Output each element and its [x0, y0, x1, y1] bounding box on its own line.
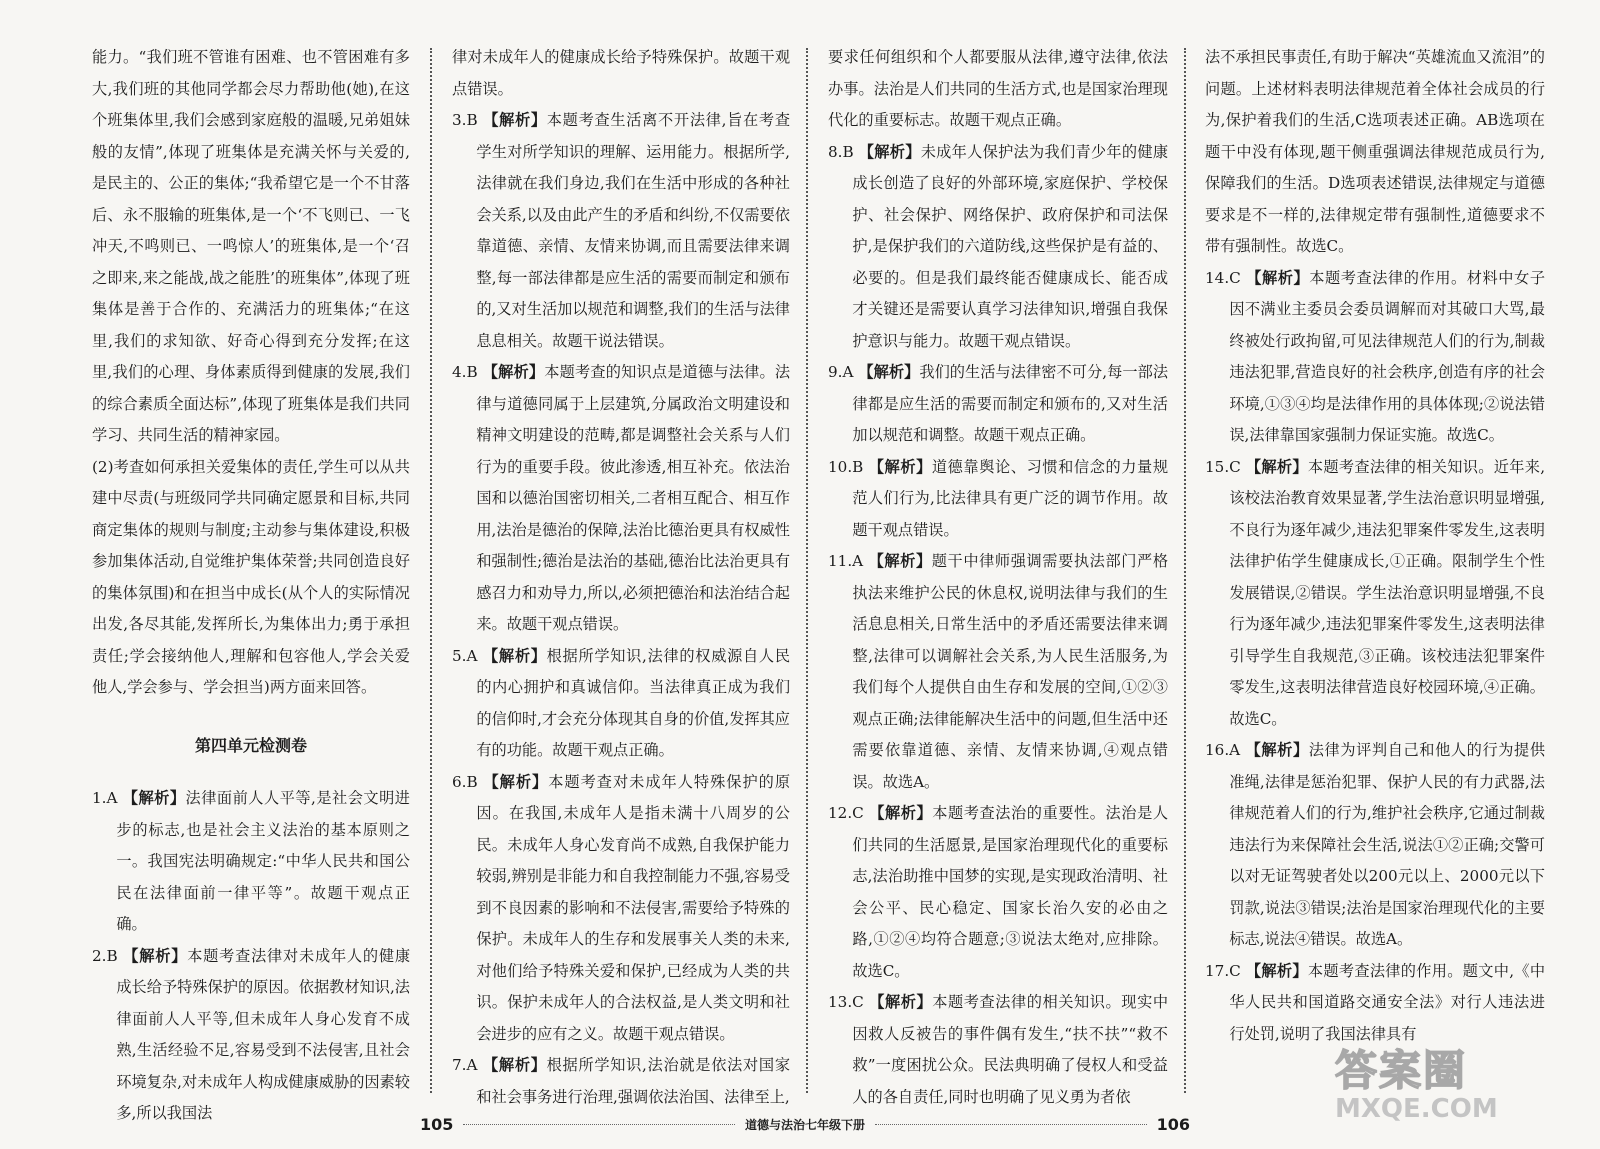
answer-item: [1205, 452, 1545, 736]
answer-item: [92, 783, 410, 941]
footer-dotted-rule: [463, 1124, 735, 1125]
answer-text: 本题考查法律对未成年人的健康成长给予特殊保护的原因。依据教材知识,法律面前人人平等,但未成年人身心发育不成熟,生活经验不足,容易受到不法侵害,且社会环境复杂,对未成年人构成健康威胁的因素较多,所以我国法: [116, 946, 411, 1122]
answer-number: 2.B: [92, 946, 118, 965]
answer-item: [828, 798, 1168, 987]
column-2: [452, 42, 790, 1113]
analysis-tag: 【解析】: [868, 552, 932, 570]
analysis-tag: 【解析】: [868, 457, 932, 476]
paragraph: 要求任何组织和个人都要服从法律,遵守法律,依法办事。法治是人们共同的生活方式,也是国家治理现代化的重要标志。故题干观点正确。: [828, 48, 1168, 129]
analysis-tag: 【解析】: [1245, 961, 1308, 980]
column-divider: [806, 48, 808, 1093]
paragraph: 律对未成年人的健康成长给予特殊保护。故题干观点错误。: [452, 48, 790, 98]
answer-text: 未成年人保护法为我们青少年的健康成长创造了良好的外部环境,家庭保护、学校保护、社会保护、网络保护、政府保护和司法保护,是保护我们的六道防线,这些保护是有益的、必要的。但是我们最终能否健康成长、能否成才关键还是需要认真学习法律知识,增强自我保护意识与能力。故题干观点错误。: [852, 142, 1169, 350]
answer-item: [452, 105, 790, 357]
paragraph: (2)考查如何承担关爱集体的责任,学生可以从共建中尽责(与班级同学共同确定愿景和目标,共同商定集体的规则与制度;主动参与集体建设,积极参加集体活动,自觉维护集体荣誉;共同创造良好的集体氛围)和在担当中成长(从个人的实际情况出发,各尽其能,发挥所长,为集体出力;勇于承担责任;学会接纳他人,理解和包容他人,学会关爱他人,学会参与、学会担当)两方面来回答。: [92, 457, 410, 696]
answer-number: 8.B: [828, 142, 854, 161]
answer-text: 题干中律师强调需要执法部门严格执法来维护公民的休息权,说明法律与我们的生活息息相关,日常生活中的矛盾还需要法律来调整,法律可以调解社会关系,为人民生活服务,为我们每个人提供自由生存和发展的空间,①②③观点正确;法律能解决生活中的问题,但生活中还需要依靠道德、亲情、友情来协调,④观点错误。故选A。: [852, 552, 1169, 791]
answer-number: 5.A: [452, 646, 478, 665]
column-divider: [430, 48, 432, 1093]
answer-text: 本题考查法律的相关知识。现实中因救人反被告的事件偶有发生,“扶不扶”“救不救”一度困扰公众。民法典明确了侵权人和受益人的各自责任,同时也明确了见义勇为者依: [852, 993, 1169, 1106]
paragraph: 能力。“我们班不管谁有困难、也不管困难有多大,我们班的其他同学都会尽力帮助他(她),在这个班集体里,我们会感到家庭般的温暖,兄弟姐妹般的友情”,体现了班集体是充满关怀与关爱的,是民主的、公正的集体;“我希望它是一个不甘落后、永不服输的班集体,是一个‘不飞则已、一飞冲天,不鸣则已、一鸣惊人’的班集体,是一个‘召之即来,来之能战,战之能胜’的班集体”,体现了班集体是善于合作的、充满活力的班集体;“在这里,我们的求知欲、好奇心得到充分发挥;在这里,我们的心理、身体素质得到健康的发展,我们的综合素质全面达标”,体现了班集体是我们共同学习、共同生活的精神家园。: [92, 48, 410, 444]
answer-text: 本题考查法律的作用。题文中,《中华人民共和国道路交通安全法》对行人违法进行处罚,说明了我国法律具有: [1229, 961, 1546, 1043]
analysis-tag: 【解析】: [483, 1056, 547, 1074]
watermark-logo: 答案圈: [1335, 1046, 1468, 1095]
site-watermark: [1335, 1038, 1575, 1138]
footer-dotted-rule: [875, 1124, 1147, 1125]
analysis-tag: 【解析】: [1246, 268, 1310, 287]
analysis-tag: 【解析】: [869, 993, 933, 1011]
paragraph: 法不承担民事责任,有助于解决“英雄流血又流泪”的问题。上述材料表明法律规范着全体社会成员的行为,保护着我们的生活,C选项表述正确。AB选项在题干中没有体现,题干侧重强调法律规范成员行为,保障我们的生活。D选项表述错误,法律规定与道德要求是不一样的,法律规定带有强制性,道德要求不带有强制性。故选C。: [1205, 48, 1545, 255]
answer-item: [828, 987, 1168, 1113]
answer-item: [1205, 263, 1545, 452]
answer-item: [92, 941, 410, 1130]
column-3: [828, 42, 1168, 1113]
answer-item: [828, 452, 1168, 547]
analysis-tag: 【解析】: [1245, 741, 1309, 759]
answer-number: 14.C: [1205, 268, 1241, 287]
answer-item: [452, 641, 790, 767]
analysis-tag: 【解析】: [482, 363, 545, 381]
answer-item: [452, 1050, 790, 1113]
answer-text: 我们的生活与法律密不可分,每一部法律都是应生活的需要而制定和颁布的,又对生活加以规范和调整。故题干观点正确。: [852, 363, 1169, 444]
answer-item: [828, 137, 1168, 358]
analysis-tag: 【解析】: [483, 111, 547, 129]
answer-number: 9.A: [828, 363, 854, 381]
answer-text: 本题考查对未成年人特殊保护的原因。在我国,未成年人是指未满十八周岁的公民。未成年人身心发育尚不成熟,自我保护能力较弱,辨别是非能力和自我控制能力不强,容易受到不良因素的影响和不法侵害,需要给予特殊的保护。未成年人的生存和发展事关人类的未来,对他们给予特殊关爱和保护,已经成为人类的共识。保护未成年人的合法权益,是人类文明和社会进步的应有之义。故题干观点错误。: [476, 772, 791, 1043]
answer-text: 本题考查法律的作用。材料中女子因不满业主委员会委员调解而对其破口大骂,最终被处行政拘留,可见法律规范人们的行为,制裁违法犯罪,营造良好的社会秩序,创造有序的社会环境,①③④均是法律作用的具体体现;②说法错误,法律靠国家强制力保证实施。故选C。: [1229, 268, 1546, 444]
answer-number: 3.B: [452, 111, 478, 129]
answer-text: 根据所学知识,法治就是依法对国家和社会事务进行治理,强调依法治国、法律至上,: [476, 1056, 791, 1106]
answer-number: 4.B: [452, 363, 478, 381]
answer-text: 法律为评判自己和他人的行为提供准绳,法律是惩治犯罪、保护人民的有力武器,法律规范着人们的行为,维护社会秩序,它通过制裁违法行为来保障社会生活,说法①②正确;交警可以对无证驾驶者处以200元以上、2000元以下罚款,说法③错误;法治是国家治理现代化的主要标志,说法④错误。故选A。: [1229, 741, 1546, 948]
analysis-tag: 【解析】: [483, 646, 547, 665]
page-number-left: 105: [420, 1114, 454, 1134]
analysis-tag: 【解析】: [858, 363, 920, 381]
book-title: 道德与法治七年级下册: [745, 1117, 866, 1132]
answer-number: 11.A: [828, 552, 864, 570]
answer-item: [828, 357, 1168, 452]
section-title: 第四单元检测卷: [194, 735, 307, 755]
column-4: [1205, 42, 1545, 1050]
answer-text: 道德靠舆论、习惯和信念的力量规范人们行为,比法律具有更广泛的调节作用。故题干观点错误。: [852, 457, 1168, 539]
column-1: [92, 42, 410, 1130]
answer-item: [452, 357, 790, 641]
page-footer: [420, 1112, 1190, 1136]
answer-number: 15.C: [1205, 457, 1241, 476]
answer-item: [1205, 735, 1545, 956]
answer-number: 7.A: [452, 1056, 478, 1074]
answer-number: 10.B: [828, 457, 864, 476]
answer-text: 本题考查法治的重要性。法治是人们共同的生活愿景,是国家治理现代化的重要标志,法治助推中国梦的实现,是实现政治清明、社会公平、民心稳定、国家长治久安的必由之路,①②④均符合题意;③说法太绝对,应排除。故选C。: [852, 804, 1169, 980]
analysis-tag: 【解析】: [123, 946, 188, 965]
answer-text: 本题考查的知识点是道德与法律。法律与道德同属于上层建筑,分属政治文明建设和精神文明建设的范畴,都是调整社会关系与人们行为的重要手段。彼此渗透,相互补充。依法治国和以德治国密切相关,二者相互配合、相互作用,法治是德治的保障,法治比德治更具有权威性和强制性;德治是法治的基础,德治比法治更具有感召力和劝导力,所以,必须把德治和法治结合起来。故题干观点错误。: [476, 363, 791, 633]
analysis-tag: 【解析】: [122, 789, 186, 807]
analysis-tag: 【解析】: [483, 772, 549, 791]
answer-item: [828, 546, 1168, 798]
analysis-tag: 【解析】: [869, 804, 933, 822]
answer-text: 根据所学知识,法律的权威源自人民的内心拥护和真诚信仰。当法律真正成为我们的信仰时,才会充分体现其自身的价值,发挥其应有的功能。故题干观点正确。: [476, 646, 791, 759]
answer-item: [452, 767, 790, 1051]
answer-number: 12.C: [828, 804, 864, 822]
answer-item: [1205, 956, 1545, 1051]
answer-number: 17.C: [1205, 961, 1241, 980]
analysis-tag: 【解析】: [858, 142, 921, 161]
answer-text: 法律面前人人平等,是社会文明进步的标志,也是社会主义法治的基本原则之一。我国宪法明确规定:“中华人民共和国公民在法律面前一律平等”。故题干观点正确。: [116, 789, 410, 933]
analysis-tag: 【解析】: [1245, 457, 1308, 476]
answer-text: 本题考查法律的相关知识。近年来,该校法治教育效果显著,学生法治意识明显增强,不良行为逐年减少,违法犯罪案件零发生,这表明法律护佑学生健康成长,①正确。限制学生个性发展错误,②错误。学生法治意识明显增强,不良行为逐年减少,违法犯罪案件零发生,这表明法律引导学生自我规范,③正确。该校违法犯罪案件零发生,这表明法律营造良好校园环境,④正确。故选C。: [1229, 457, 1546, 728]
answer-number: 6.B: [452, 772, 478, 791]
answer-number: 16.A: [1205, 741, 1241, 759]
answer-number: 13.C: [828, 993, 864, 1011]
watermark-url: MXQE.COM: [1335, 1094, 1498, 1124]
page-number-right: 106: [1156, 1114, 1191, 1134]
answer-number: 1.A: [92, 789, 118, 807]
column-divider: [1184, 48, 1186, 1093]
answer-text: 本题考查生活离不开法律,旨在考查学生对所学知识的理解、运用能力。根据所学,法律就在我们身边,我们在生活中形成的各种社会关系,以及由此产生的矛盾和纠纷,不仅需要依靠道德、亲情、友情来协调,而且需要法律来调整,每一部法律都是应生活的需要而制定和颁布的,又对生活加以规范和调整,我们的生活与法律息息相关。故题干说法错误。: [476, 111, 791, 350]
